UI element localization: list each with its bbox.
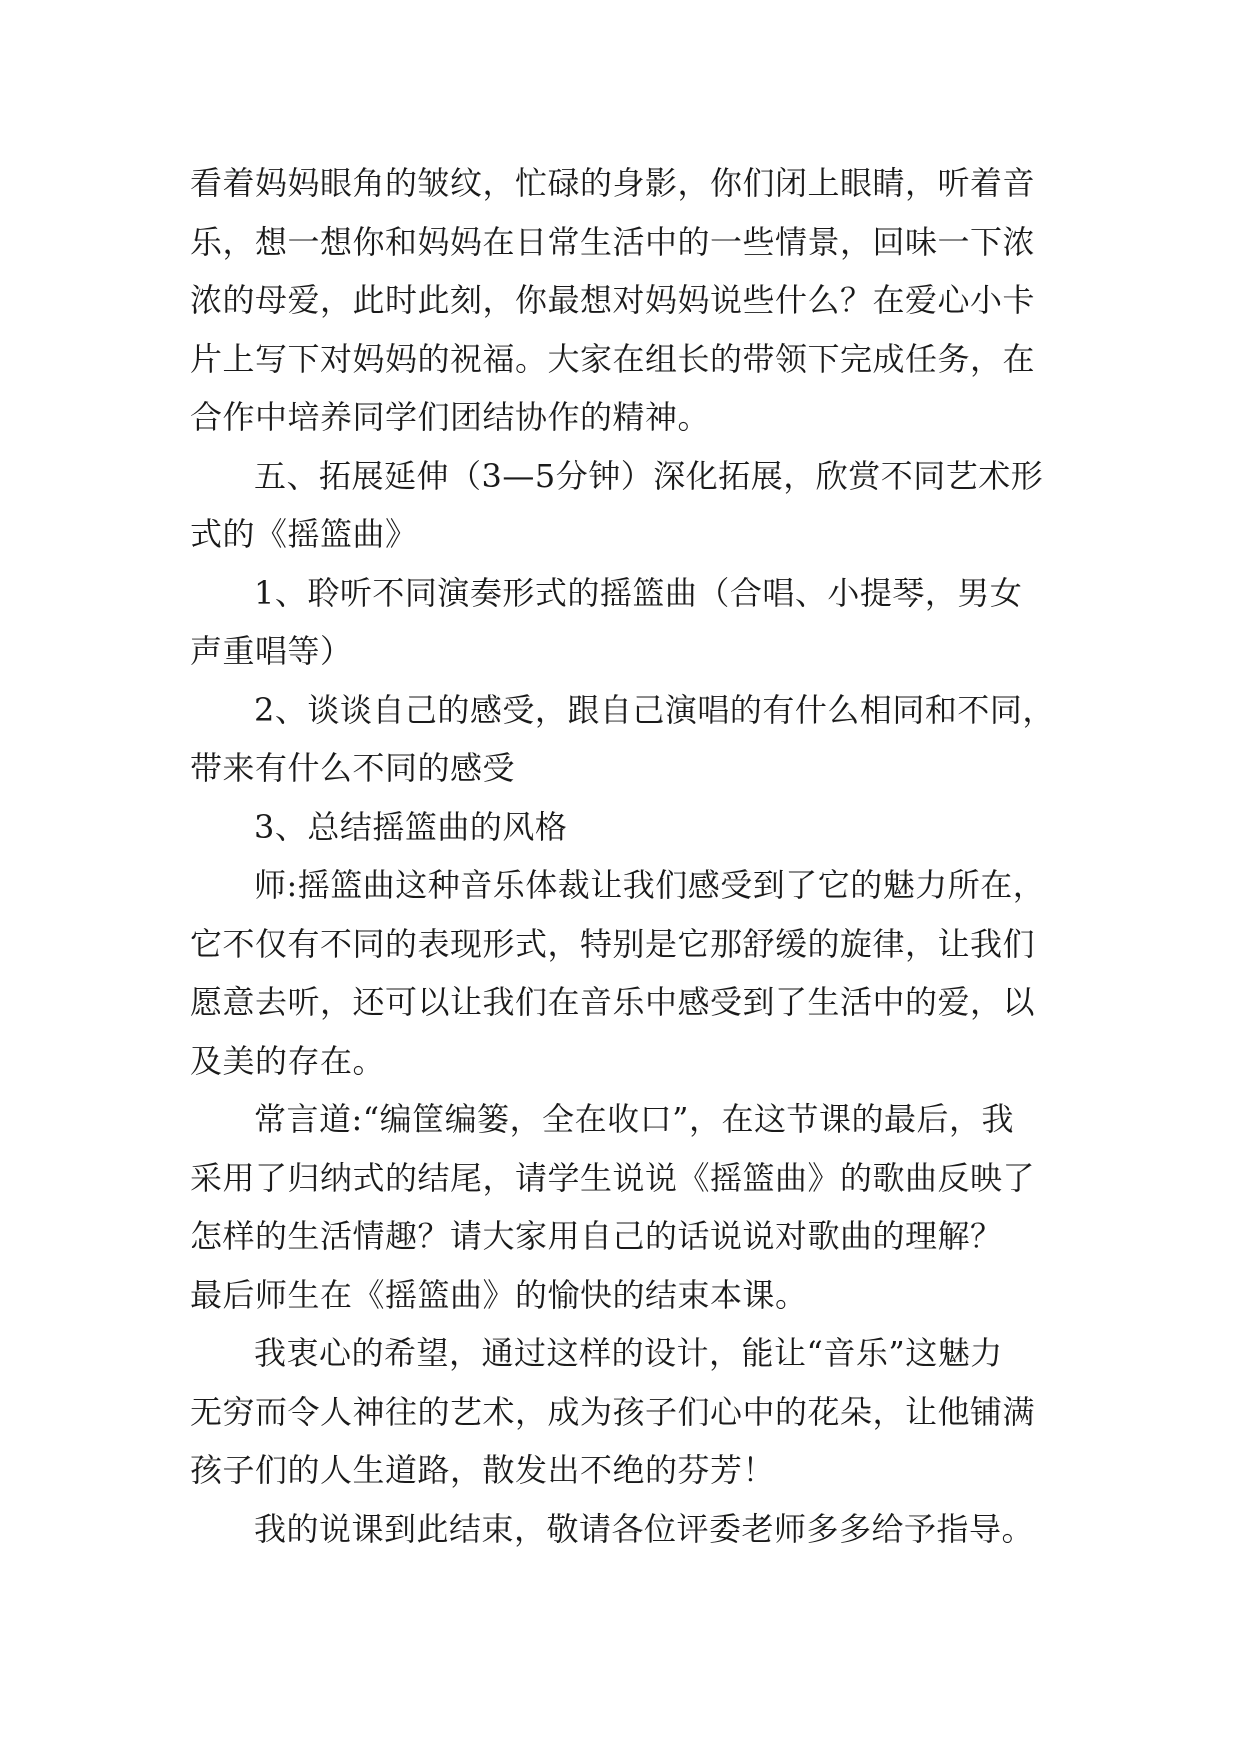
text-line: 无穷而令人神往的艺术，成为孩子们心中的花朵，让他铺满 [190,1392,1036,1431]
text-line: 采用了归纳式的结尾，请学生说说《摇篮曲》的歌曲反映了 [190,1158,1036,1197]
text-line: 式的《摇篮曲》 [190,515,418,553]
document-body [190,154,1070,1558]
text-line: 它不仅有不同的表现形式，特别是它那舒缓的旋律，让我们 [190,924,1036,963]
text-line: 孩子们的人生道路，散发出不绝的芬芳！ [190,1451,776,1489]
text-line: 声重唱等） [190,632,353,670]
text-line: 带来有什么不同的感受 [190,749,516,787]
text-line: 最后师生在《摇篮曲》的愉快的结束本课。 [190,1275,808,1314]
text-line: 合作中培养同学们团结协作的精神。 [190,398,711,436]
text-line: 浓的母爱，此时此刻，你最想对妈妈说些什么？在爱心小卡 [190,281,1036,319]
text-line: 常言道:“编筐编篓，全在收口”，在这节课的最后，我 [254,1100,1015,1138]
text-line: 片上写下对妈妈的祝福。大家在组长的带领下完成任务，在 [190,339,1036,378]
text-line: 五、拓展延伸（3—5分钟）深化拓展，欣赏不同艺术形 [254,456,1044,495]
text-line: 3、总结摇篮曲的风格 [254,807,568,846]
text-line: 及美的存在。 [190,1041,386,1080]
text-line: 2、谈谈自己的感受，跟自己演唱的有什么相同和不同， [254,690,1055,729]
text-line: 愿意去听，还可以让我们在音乐中感受到了生活中的爱，以 [190,983,1036,1021]
text-line: 我的说课到此结束，敬请各位评委老师多多给予指导。 [254,1509,1035,1548]
text-line: 乐，想一想你和妈妈在日常生活中的一些情景，回味一下浓 [190,222,1036,261]
text-line: 师:摇篮曲这种音乐体裁让我们感受到了它的魅力所在， [254,866,1046,904]
text-line: 我衷心的希望，通过这样的设计，能让“音乐”这魅力 [254,1334,1003,1372]
text-line: 1、聆听不同演奏形式的摇篮曲（合唱、小提琴，男女 [254,573,1023,612]
text-line: 看着妈妈眼角的皱纹，忙碌的身影，你们闭上眼睛，听着音 [190,164,1036,202]
text-line: 怎样的生活情趣？请大家用自己的话说说对歌曲的理解？ [190,1217,1003,1255]
